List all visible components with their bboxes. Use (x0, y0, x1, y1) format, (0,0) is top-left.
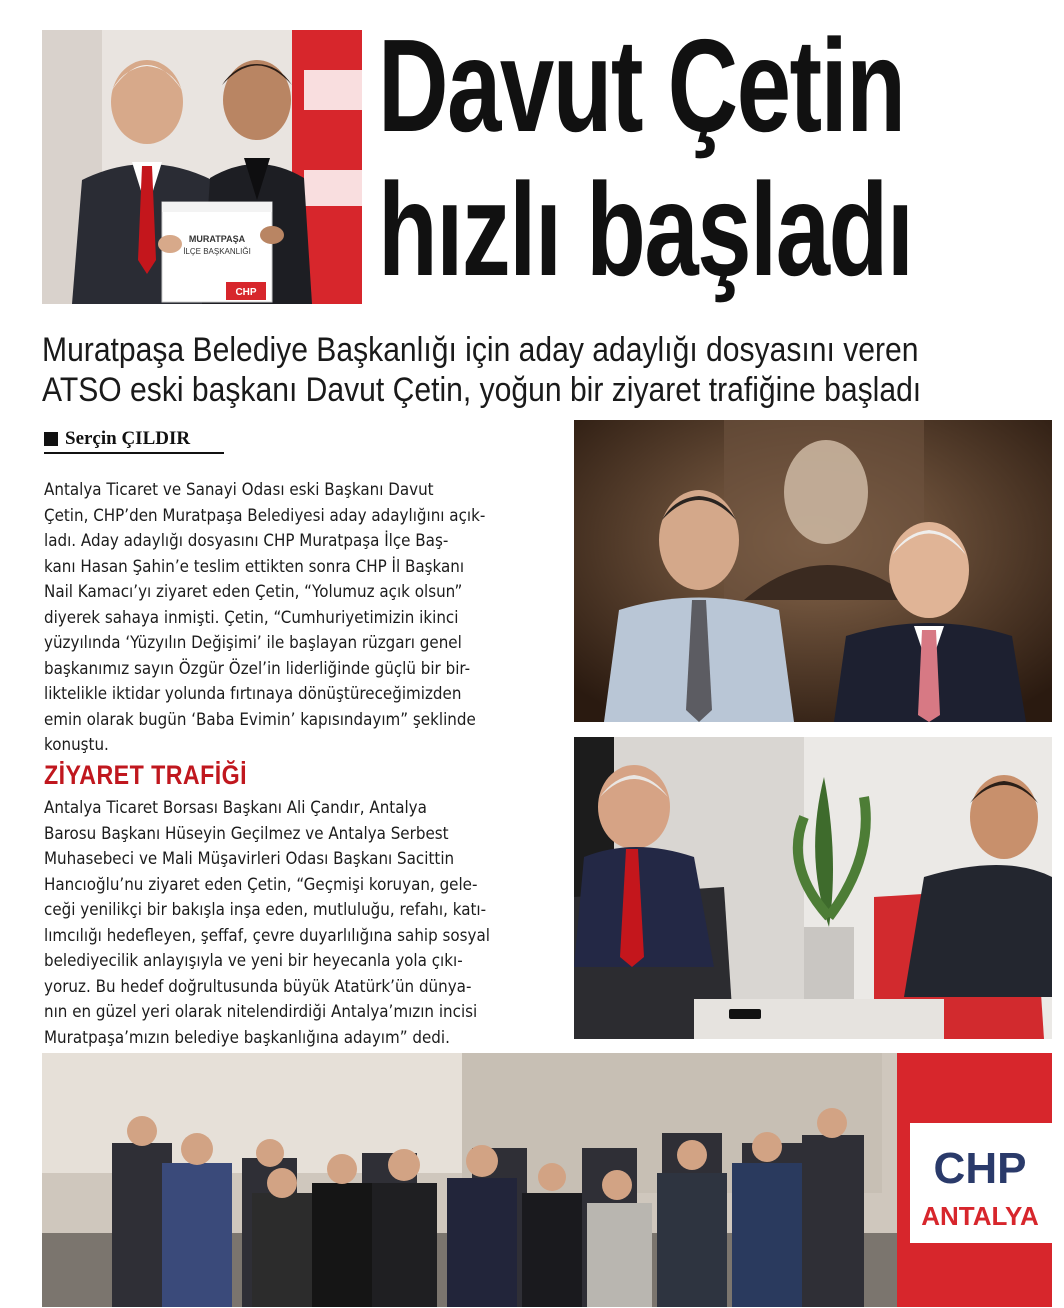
article-paragraph-1 (44, 478, 564, 759)
text-line: lımcılığı hedefleyen, şeffaf, çevre duyarlılığına sahip sosyal (44, 925, 490, 946)
text-line: ladı. Aday adaylığı dosyasını CHP Muratpaşa İlçe Baş- (44, 531, 449, 551)
text-line: nın en güzel yeri olarak nitelendirdiği Antalya’mızın incisi (44, 1002, 478, 1022)
photo-office-visit (574, 737, 1052, 1039)
photo-dossier-handover (42, 30, 362, 304)
text-line: belediyecilik anlayışıyla ve yeni bir heyecanla yola çıkı- (44, 951, 463, 971)
text-line: Muhasebeci ve Mali Müşavirleri Odası Başkanı Sacittin (44, 849, 455, 869)
text-line: liktelikle iktidar yolunda fırtınaya dönüştüreceğimizden (44, 684, 462, 704)
text-line: ceği yenilikçi bir bakışla inşa eden, mutluluğu, refahı, katı- (44, 900, 487, 920)
text-line: Çetin, CHP’den Muratpaşa Belediyesi aday adaylığını açık- (44, 505, 486, 526)
headline-line-2: hızlı başladı (378, 156, 913, 303)
dossier-logo: CHP (235, 287, 257, 298)
photo-group-chp-office (42, 1053, 1052, 1307)
text-line: yüzyılında ‘Yüzyılın Değişimi’ ile başlayan rüzgarı genel (44, 633, 462, 653)
photo-ataturk-portrait-meeting (574, 420, 1052, 722)
article-paragraph-2 (44, 796, 564, 1051)
byline (44, 428, 190, 450)
text-line: Antalya Ticaret ve Sanayi Odası eski Başkanı Davut (44, 480, 434, 500)
dossier-line-2: İLÇE BAŞKANLIĞI (183, 247, 251, 256)
headline-line-1: Davut Çetin (378, 12, 905, 159)
text-line: emin olarak bugün ‘Baba Evimin’ kapısındayım” şeklinde (44, 709, 476, 730)
byline-author: Serçin ÇILDIR (65, 428, 191, 449)
subhead-line-1: Muratpaşa Belediye Başkanlığı için aday adaylığı dosyasını veren (42, 331, 919, 369)
text-line: Barosu Başkanı Hüseyin Geçilmez ve Antalya Serbest (44, 823, 449, 844)
sign-city: ANTALYA (921, 1201, 1039, 1231)
text-line: kanı Hasan Şahin’e teslim ettikten sonra CHP İl Başkanı (44, 556, 465, 577)
text-line: Nail Kamacı’yı ziyaret eden Çetin, “Yolumuz açık olsun” (44, 582, 463, 602)
text-line: Hancıoğlu’nu ziyaret eden Çetin, “Geçmişi koruyan, gele- (44, 874, 478, 895)
subhead-line-2: ATSO eski başkanı Davut Çetin, yoğun bir ziyaret trafiğine başladı (42, 371, 922, 409)
sign-brand: CHP (933, 1144, 1027, 1193)
text-line: Antalya Ticaret Borsası Başkanı Ali Çandır, Antalya (44, 798, 427, 818)
text-line: Muratpaşa’mızın belediye başkanlığına adayım” dedi. (44, 1027, 450, 1048)
section-title-ziyaret: ZİYARET TRAFİĞİ (44, 760, 247, 790)
byline-square-icon (44, 432, 58, 446)
byline-underline (44, 452, 224, 454)
text-line: diyerek sahaya inmişti. Çetin, “Cumhuriyetimizin ikinci (44, 607, 459, 628)
text-line: konuştu. (44, 735, 109, 755)
text-line: yoruz. Bu hedef doğrultusunda büyük Atatürk’ün dünya- (44, 976, 472, 997)
text-line: başkanımız sayın Özgür Özel’in liderliğinde güçlü bir bir- (44, 658, 471, 679)
dossier-line-1: MURATPAŞA (188, 234, 246, 244)
